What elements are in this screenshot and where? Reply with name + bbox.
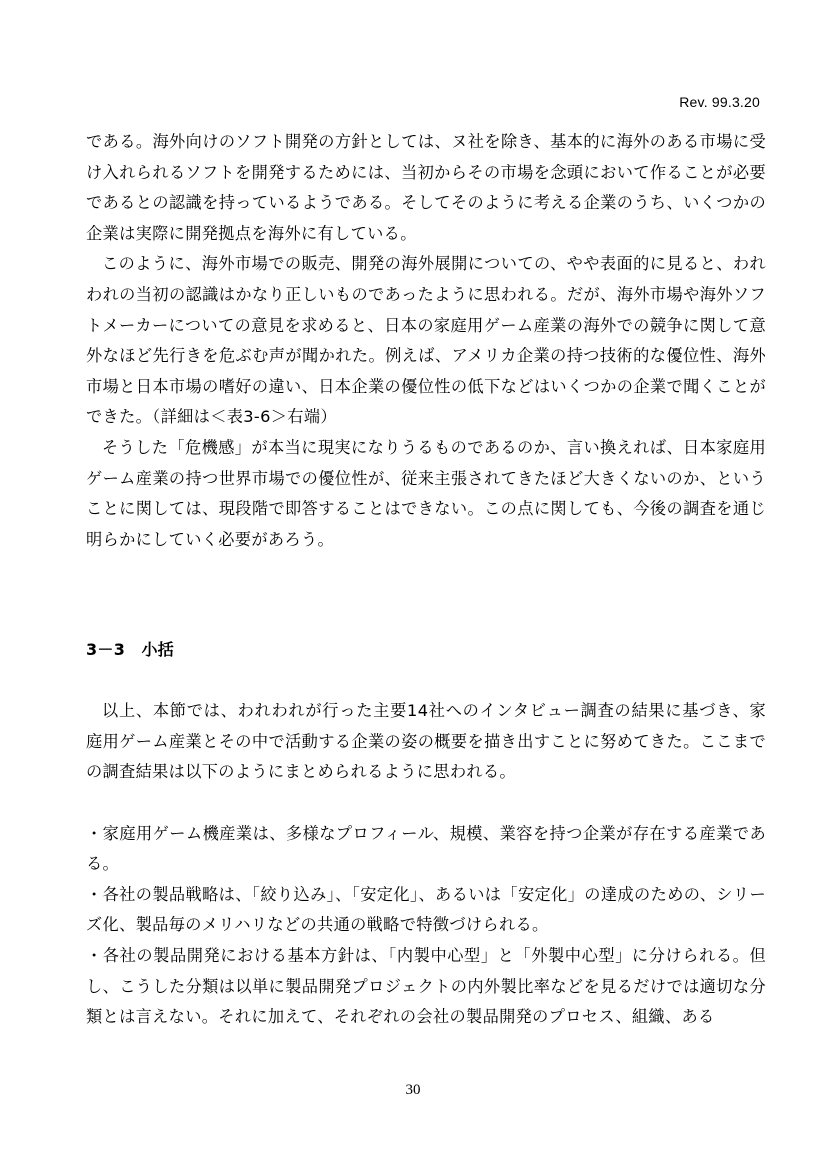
page-number: 30 xyxy=(405,1082,421,1098)
body-text xyxy=(86,127,766,1033)
paragraph-overseas-development: である。海外向けのソフト開発の方針としては、ヌ社を除き、基本的に海外のある市場に受け入れられるソフトを開発するためには、当初からその市場を念頭において作ることが必要であるとの認識を持っているようである。そしてそのように考える企業のうち、いくつかの企業は実際に開発拠点を海外に有している。 xyxy=(86,132,766,243)
spacer xyxy=(86,666,766,696)
spacer xyxy=(86,788,766,819)
list-item: ・家庭用ゲーム機産業は、多様なプロフィール、規模、業容を持つ企業が存在する産業である。 xyxy=(86,823,766,874)
section-heading: 3－3 小括 xyxy=(86,640,175,660)
spacer xyxy=(86,555,766,635)
section-intro-paragraph: 以上、本節では、われわれが行った主要14社へのインタビュー調査の結果に基づき、家庭用ゲーム産業とその中で活動する企業の姿の概要を描き出すことに努めてきた。ここまでの調査結果は以下のようにまとめられるように思われる。 xyxy=(86,700,766,782)
list-item: ・各社の製品開発における基本方針は、「内製中心型」と「外製中心型」に分けられる。但し、こうした分類は以単に製品開発プロジェクトの内外製比率などを見るだけでは適切な分類とは言えない。それに加えて、それぞれの会社の製品開発のプロセス、組織、ある xyxy=(86,946,766,1027)
paragraph-crisis-awareness: そうした「危機感」が本当に現実になりうるものであるのか、言い換えれば、日本家庭用ゲーム産業の持つ世界市場での優位性が、従来主張されてきたほど大きくないのか、ということに関しては、現段階で即答することはできない。この点に関しても、今後の調査を通じ明らかにしていく必要があろう。 xyxy=(86,437,766,549)
paragraph-overseas-market: このように、海外市場での販売、開発の海外展開についての、やや表面的に見ると、われわれの当初の認識はかなり正しいものであったように思われる。だが、海外市場や海外ソフトメーカーについての意見を求めると、日本の家庭用ゲーム産業の海外での競争に関して意外なほど先行きを危ぶむ声が聞かれた。例えば、アメリカ企業の持つ技術的な優位性、海外市場と日本市場の嗜好の違い、日本企業の優位性の低下などはいくつかの企業で聞くことができた。（詳細は＜表3-6＞右端） xyxy=(86,254,766,427)
revision-label: Rev. 99.3.20 xyxy=(679,94,760,110)
list-item: ・各社の製品戦略は、「絞り込み」、「安定化」、あるいは「安定化」の達成のための、シリーズ化、製品毎のメリハリなどの共通の戦略で特徴づけられる。 xyxy=(86,884,766,935)
